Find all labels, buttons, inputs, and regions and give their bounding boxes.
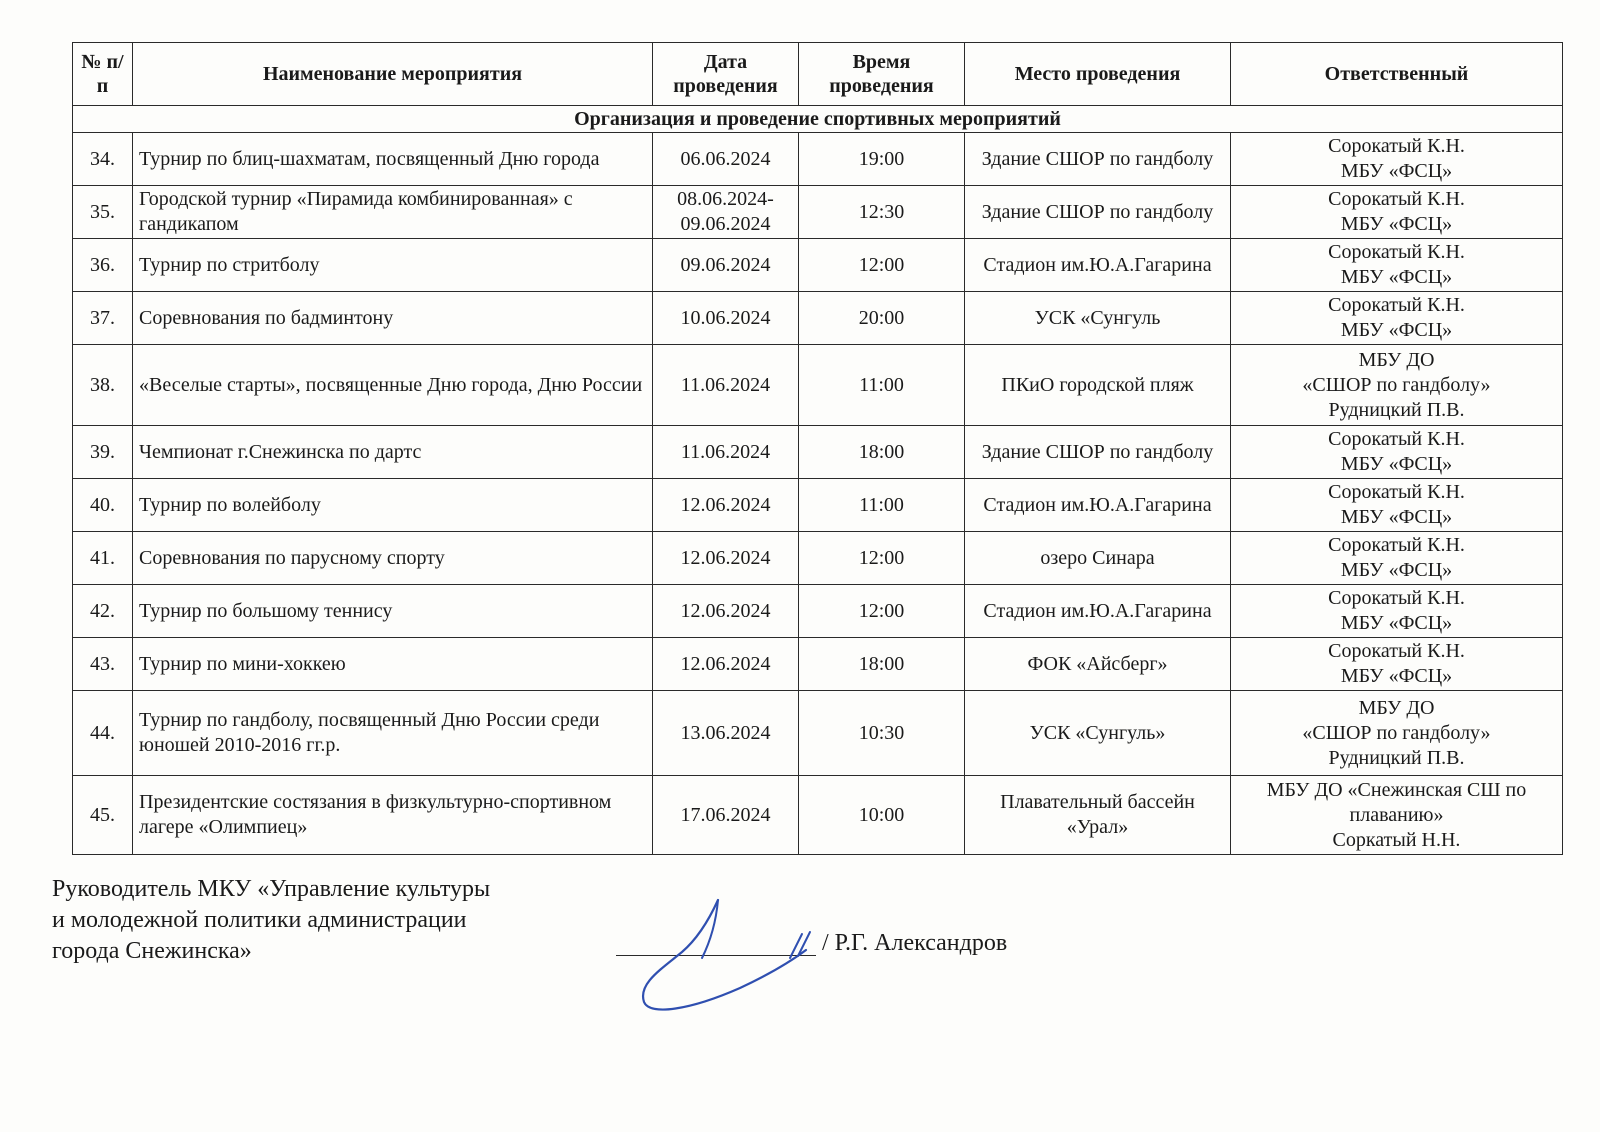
events-table [72,42,1563,855]
responsible-line: МБУ «ФСЦ» [1340,506,1453,528]
responsible-line: Сорокатый К.Н. [1328,428,1465,450]
responsible-line: МБУ «ФСЦ» [1340,612,1453,634]
table-row [73,532,1563,585]
cell-date: 06.06.2024 [653,133,799,186]
responsible-line: «СШОР по гандболу» [1302,721,1491,744]
responsible-line: МБУ ДО [1358,696,1435,719]
header-responsible: Ответственный [1231,43,1563,106]
table-row [73,776,1563,855]
cell-date: 13.06.2024 [653,691,799,776]
cell-num: 42. [73,585,133,638]
cell-num: 37. [73,292,133,345]
cell-num: 39. [73,426,133,479]
handwritten-signature [630,892,830,1022]
cell-responsible [1231,186,1563,239]
cell-responsible [1231,532,1563,585]
cell-date: 09.06.2024 [653,239,799,292]
position-line: и молодежной политики администрации [52,907,467,933]
cell-event-name: Соревнования по парусному спорту [133,532,653,585]
cell-responsible [1231,638,1563,691]
cell-place: УСК «Сунгуль [965,292,1231,345]
cell-time: 19:00 [799,133,965,186]
responsible-line: МБУ «ФСЦ» [1340,266,1453,288]
cell-place: Здание СШОР по гандболу [965,426,1231,479]
responsible-line: Рудницкий П.В. [1328,746,1465,769]
cell-responsible [1231,479,1563,532]
cell-num: 35. [73,186,133,239]
position-line: Руководитель МКУ «Управление культуры [52,876,491,902]
cell-date: 12.06.2024 [653,479,799,532]
cell-num: 44. [73,691,133,776]
table-row [73,186,1563,239]
cell-time: 10:00 [799,776,965,855]
responsible-line: МБУ ДО «Снежинская СШ по плаванию» [1266,778,1527,826]
header-time: Время проведения [799,43,965,106]
responsible-line: Рудницкий П.В. [1328,398,1465,421]
cell-responsible [1231,239,1563,292]
cell-event-name: Турнир по гандболу, посвященный Дню России среди юношей 2010-2016 гг.р. [133,691,653,776]
cell-event-name: Турнир по большому теннису [133,585,653,638]
responsible-line: Сорокатый К.Н. [1328,587,1465,609]
responsible-line: МБУ «ФСЦ» [1340,160,1453,182]
cell-place: ПКиО городской пляж [965,345,1231,426]
cell-place: Стадион им.Ю.А.Гагарина [965,479,1231,532]
responsible-line: МБУ «ФСЦ» [1340,559,1453,581]
cell-responsible [1231,585,1563,638]
cell-event-name: Турнир по волейболу [133,479,653,532]
cell-date: 10.06.2024 [653,292,799,345]
responsible-line: Сорокатый К.Н. [1328,241,1465,263]
table-row [73,239,1563,292]
cell-place: Плавательный бассейн «Урал» [965,776,1231,855]
responsible-line: Сорокатый К.Н. [1328,640,1465,662]
responsible-line: МБУ ДО [1358,348,1435,371]
section-title: Организация и проведение спортивных мероприятий [73,106,1563,133]
responsible-line: Сорокатый К.Н. [1328,188,1465,210]
cell-place: ФОК «Айсберг» [965,638,1231,691]
cell-responsible [1231,426,1563,479]
cell-time: 12:00 [799,532,965,585]
cell-date: 08.06.2024-09.06.2024 [653,186,799,239]
cell-num: 43. [73,638,133,691]
cell-date: 12.06.2024 [653,585,799,638]
cell-time: 18:00 [799,426,965,479]
cell-num: 38. [73,345,133,426]
cell-event-name: «Веселые старты», посвященные Дню города, Дню России [133,345,653,426]
cell-time: 10:30 [799,691,965,776]
responsible-line: МБУ «ФСЦ» [1340,665,1453,687]
cell-num: 40. [73,479,133,532]
cell-event-name: Турнир по блиц-шахматам, посвященный Дню города [133,133,653,186]
cell-responsible [1231,691,1563,776]
responsible-line: Сорокатый К.Н. [1328,534,1465,556]
cell-time: 12:00 [799,239,965,292]
cell-event-name: Турнир по стритболу [133,239,653,292]
responsible-line: МБУ «ФСЦ» [1340,213,1453,235]
cell-time: 11:00 [799,479,965,532]
table-row [73,585,1563,638]
header-num: № п/п [73,43,133,106]
cell-num: 36. [73,239,133,292]
cell-responsible [1231,345,1563,426]
responsible-line: МБУ «ФСЦ» [1340,453,1453,475]
cell-event-name: Городской турнир «Пирамида комбинированная» с гандикапом [133,186,653,239]
cell-event-name: Турнир по мини-хоккею [133,638,653,691]
responsible-line: Сорокатый К.Н. [1328,294,1465,316]
signer-name: / Р.Г. Александров [822,930,1008,956]
cell-responsible [1231,292,1563,345]
cell-date: 11.06.2024 [653,426,799,479]
cell-date: 17.06.2024 [653,776,799,855]
table-row [73,345,1563,426]
cell-time: 20:00 [799,292,965,345]
cell-time: 12:30 [799,186,965,239]
table-row [73,133,1563,186]
table-header-row [73,43,1563,106]
responsible-line: Сорокатый К.Н. [1328,135,1465,157]
cell-time: 12:00 [799,585,965,638]
cell-num: 41. [73,532,133,585]
cell-event-name: Чемпионат г.Снежинска по дартс [133,426,653,479]
cell-date: 12.06.2024 [653,638,799,691]
header-date: Дата проведения [653,43,799,106]
cell-event-name: Президентские состязания в физкультурно-спортивном лагере «Олимпиец» [133,776,653,855]
cell-place: Здание СШОР по гандболу [965,186,1231,239]
responsible-line: МБУ «ФСЦ» [1340,319,1453,341]
cell-event-name: Соревнования по бадминтону [133,292,653,345]
table-row [73,638,1563,691]
cell-time: 11:00 [799,345,965,426]
cell-place: УСК «Сунгуль» [965,691,1231,776]
cell-place: Стадион им.Ю.А.Гагарина [965,585,1231,638]
cell-place: озеро Синара [965,532,1231,585]
section-row [73,106,1563,133]
table-row [73,426,1563,479]
position-line: города Снежинска» [52,938,252,964]
cell-responsible [1231,776,1563,855]
cell-date: 12.06.2024 [653,532,799,585]
cell-place: Стадион им.Ю.А.Гагарина [965,239,1231,292]
responsible-line: «СШОР по гандболу» [1302,373,1491,396]
responsible-line: Сорокатый К.Н. [1328,481,1465,503]
cell-responsible [1231,133,1563,186]
table-row [73,691,1563,776]
table-row [73,292,1563,345]
signatory-position [52,874,612,967]
cell-num: 45. [73,776,133,855]
table-row [73,479,1563,532]
cell-date: 11.06.2024 [653,345,799,426]
cell-num: 34. [73,133,133,186]
header-name: Наименование мероприятия [133,43,653,106]
cell-place: Здание СШОР по гандболу [965,133,1231,186]
responsible-line: Соркатый Н.Н. [1332,828,1461,851]
header-place: Место проведения [965,43,1231,106]
cell-time: 18:00 [799,638,965,691]
